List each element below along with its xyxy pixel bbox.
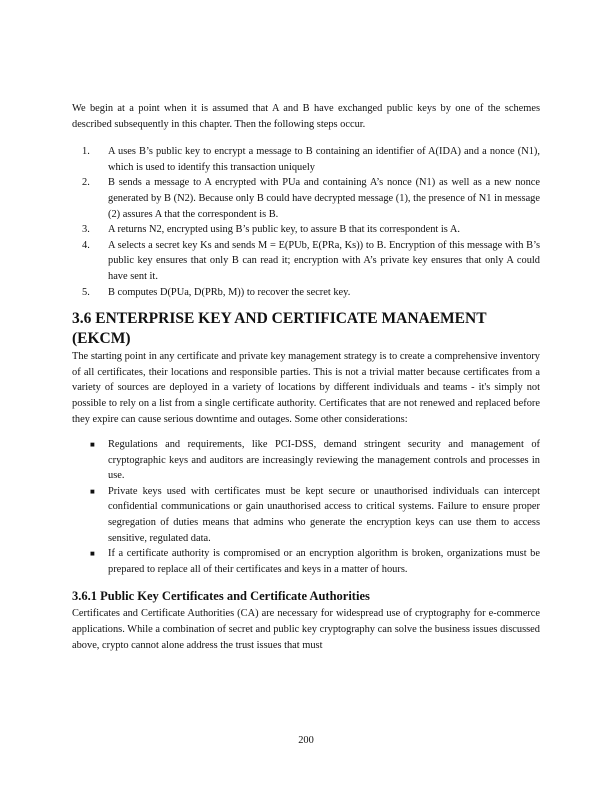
document-page xyxy=(72,101,540,653)
step-text: A uses B’s public key to encrypt a message to B containing an identifier of A(IDA) and a nonce (N1), which is used to identify this transaction uniquely xyxy=(108,146,540,173)
bullet-icon: ■ xyxy=(90,440,95,450)
step-text: A returns N2, encrypted using B’s public key, to assure B that its correspondent is A. xyxy=(108,224,460,236)
page-number: 200 xyxy=(298,735,314,746)
subsection-paragraph: Certificates and Certificate Authorities (CA) are necessary for widespread use of cryptography for e-commerce applications. While a combination of secret and public key cryptography can solve the business issues discussed above, crypto cannot alone address the trust issues that must xyxy=(72,608,540,651)
list-item xyxy=(72,238,540,285)
bullet-icon: ■ xyxy=(90,549,95,559)
step-text: A selects a secret key Ks and sends M = E(PUb, E(PRa, Ks)) to B. Encryption of this message with B’s public key ensures that only B can read it; encryption with A’s private key ensures that only A could have sent it. xyxy=(108,239,540,282)
step-text: B sends a message to A encrypted with PUa and containing A’s nonce (N1) as well as a new nonce generated by B (N2). Because only B could have decrypted message (1), the presence of N1 in message (2) assures A that the correspondent is B. xyxy=(108,177,540,220)
intro-paragraph: We begin at a point when it is assumed that A and B have exchanged public keys by one of the schemes described subsequently in this chapter. Then the following steps occur. xyxy=(72,103,540,130)
considerations-list xyxy=(72,437,540,577)
section-paragraph: The starting point in any certificate and private key management strategy is to create a comprehensive inventory of all certificates, their locations and responsible parties. This is not a trivial matter because certificates from a variety of sources are deployed in a variety of locations by different individuals and teams - it's simply not possible to rely on a list from a single certificate authority. Certificates that are not renewed and replaced before they expire can cause serious downtime and outages. Some other considerations: xyxy=(72,351,540,425)
section-heading: 3.6 ENTERPRISE KEY AND CERTIFICATE MANAEMENT (EKCM) xyxy=(72,310,487,348)
list-item xyxy=(72,437,540,484)
list-item xyxy=(72,144,540,175)
list-item xyxy=(72,175,540,222)
step-number: 2. xyxy=(82,177,90,189)
step-number: 1. xyxy=(82,146,90,158)
list-item xyxy=(72,484,540,546)
bullet-text: Regulations and requirements, like PCI-DSS, demand stringent security and management of cryptographic keys and auditors are increasingly reviewing the management controls and processes in use. xyxy=(108,439,540,482)
bullet-icon: ■ xyxy=(90,486,95,496)
subsection-heading: 3.6.1 Public Key Certificates and Certificate Authorities xyxy=(72,589,370,604)
list-item xyxy=(72,546,540,577)
bullet-text: If a certificate authority is compromised or an encryption algorithm is broken, organizations must be prepared to replace all of their certificates and keys in a matter of hours. xyxy=(108,548,540,575)
list-item xyxy=(72,222,540,238)
step-number: 3. xyxy=(82,224,90,236)
step-number: 4. xyxy=(82,239,90,251)
list-item xyxy=(72,285,540,301)
protocol-steps-list xyxy=(72,144,540,300)
step-text: B computes D(PUa, D(PRb, M)) to recover the secret key. xyxy=(108,286,351,298)
bullet-text: Private keys used with certificates must be kept secure or unauthorised individuals can intercept confidential communications or gain unauthorised access to critical systems. Failure to ensure proper segregation of duties means that admins who generate the encryption keys can use them to access sensitive, regulated data. xyxy=(108,485,540,544)
step-number: 5. xyxy=(82,286,90,298)
